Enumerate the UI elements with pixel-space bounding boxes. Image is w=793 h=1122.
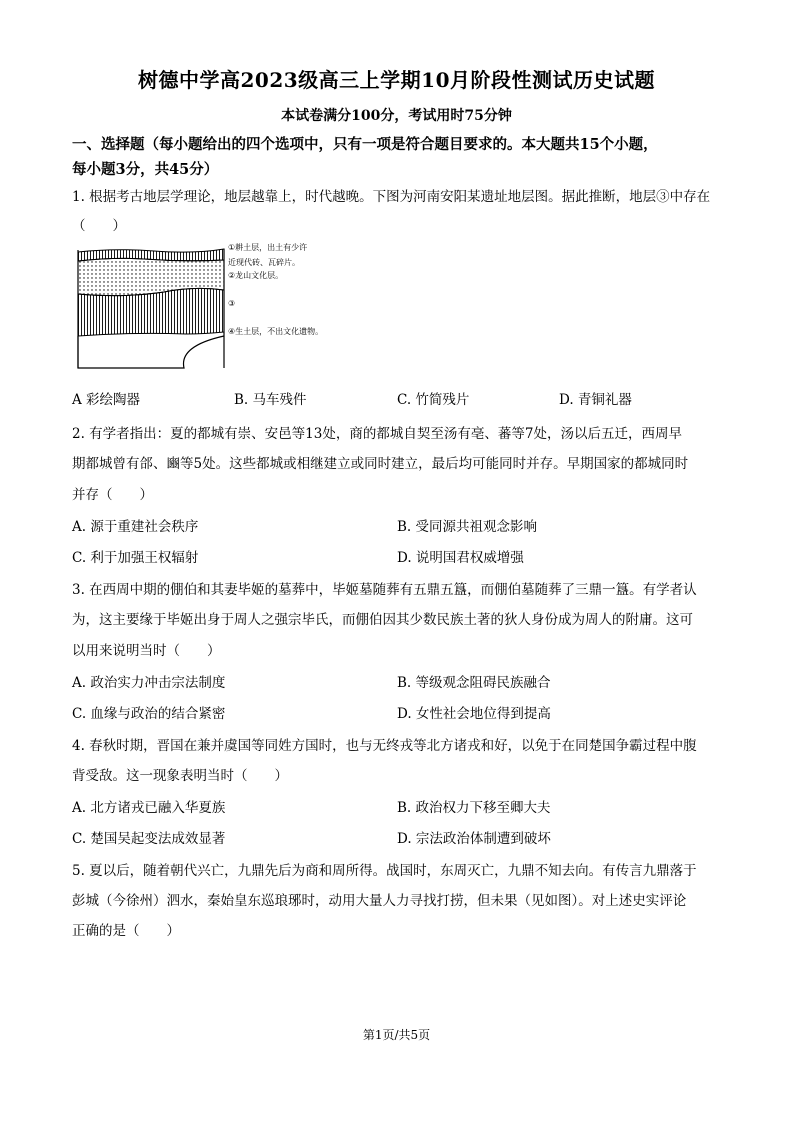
page-title: 树德中学高2023级高三上学期10月阶段性测试历史试题: [138, 68, 655, 92]
q4-option-a[interactable]: A. 北方诸戎已融入华夏族: [72, 800, 226, 816]
layer-3: [78, 288, 224, 336]
exam-info: 本试卷满分100分，考试用时75分钟: [281, 108, 512, 124]
q3-option-d[interactable]: D. 女性社会地位得到提高: [397, 706, 551, 722]
label-layer4: ④生土层，不出文化遗物。: [228, 327, 324, 336]
label-layer3: ③: [228, 299, 236, 308]
q4-option-b[interactable]: B. 政治权力下移至卿大夫: [397, 800, 551, 816]
section-heading-line1: 一、选择题（每小题给出的四个选项中，只有一项是符合题目要求的。本大题共15个小题，: [72, 136, 658, 153]
q2-option-c[interactable]: C. 利于加强王权辐射: [72, 550, 199, 566]
q2-stem-line3: 并存（ ）: [72, 487, 153, 503]
q4-stem-line2: 背受敌。这一现象表明当时（ ）: [72, 768, 288, 784]
q4-stem-line1: 4. 春秋时期，晋国在兼并虞国等同姓方国时，也与无终戎等北方诸戎和好，以免于在同楚国争霸过程中腹: [72, 738, 697, 754]
q2-option-d[interactable]: D. 说明国君权威增强: [397, 550, 524, 566]
q1-option-c[interactable]: C. 竹简残片: [397, 392, 470, 408]
q5-stem-line3: 正确的是（ ）: [72, 923, 180, 939]
q3-stem-line2: 为，这主要缘于毕姬出身于周人之强宗毕氏，而倗伯因其少数民族土著的狄人身份成为周人的附庸。这可: [72, 612, 693, 628]
q5-stem-line2: 彭城（今徐州）泗水，秦始皇东巡琅琊时，动用大量人力寻找打捞，但未果（见如图）。对上述史实评论: [72, 893, 687, 909]
q3-stem-line1: 3. 在西周中期的倗伯和其妻毕姬的墓葬中，毕姬墓随葬有五鼎五簋，而倗伯墓随葬了三鼎一簋。有学者认: [72, 582, 697, 598]
page-number: 第1页/共5页: [362, 1028, 431, 1042]
layer-4-outline: [78, 336, 224, 368]
q1-option-b[interactable]: B. 马车残件: [234, 392, 307, 408]
stratigraphy-figure: [74, 240, 364, 376]
q1-stem-line1: 1. 根据考古地层学理论，地层越靠上，时代越晚。下图为河南安阳某遗址地层图。据此推断，地层③中存在: [72, 189, 711, 205]
label-layer1a: ①耕土层，出土有少许: [228, 243, 308, 252]
q2-stem-line2: 期都城曾有郃、豳等5处。这些都城或相继建立或同时建立，最后均可能同时并存。早期国家的都城同时: [72, 456, 689, 472]
q2-option-b[interactable]: B. 受同源共祖观念影响: [397, 519, 538, 535]
label-layer1b: 近现代砖、瓦碎片。: [228, 258, 300, 267]
q2-stem-line1: 2. 有学者指出：夏的都城有崇、安邑等13处，商的都城自契至汤有亳、蕃等7处，汤以后五迁，西周早: [72, 426, 682, 442]
section-heading-line2: 每小题3分，共45分）: [72, 161, 219, 178]
label-layer2: ②龙山文化层。: [228, 271, 284, 280]
q2-option-a[interactable]: A. 源于重建社会秩序: [72, 519, 199, 535]
q3-option-a[interactable]: A. 政治实力冲击宗法制度: [72, 675, 226, 691]
q3-option-c[interactable]: C. 血缘与政治的结合紧密: [72, 706, 226, 722]
q1-option-a[interactable]: A 彩绘陶器: [72, 392, 141, 408]
q4-option-d[interactable]: D. 宗法政治体制遭到破坏: [397, 831, 551, 847]
q1-option-d[interactable]: D. 青铜礼器: [559, 392, 632, 408]
q3-option-b[interactable]: B. 等级观念阻碍民族融合: [397, 675, 551, 691]
q3-stem-line3: 以用来说明当时（ ）: [72, 643, 221, 659]
q1-stem-line2: （ ）: [72, 218, 126, 234]
q4-option-c[interactable]: C. 楚国吴起变法成效显著: [72, 831, 226, 847]
q5-stem-line1: 5. 夏以后，随着朝代兴亡，九鼎先后为商和周所得。战国时，东周灭亡，九鼎不知去向。有传言九鼎落于: [72, 863, 697, 879]
